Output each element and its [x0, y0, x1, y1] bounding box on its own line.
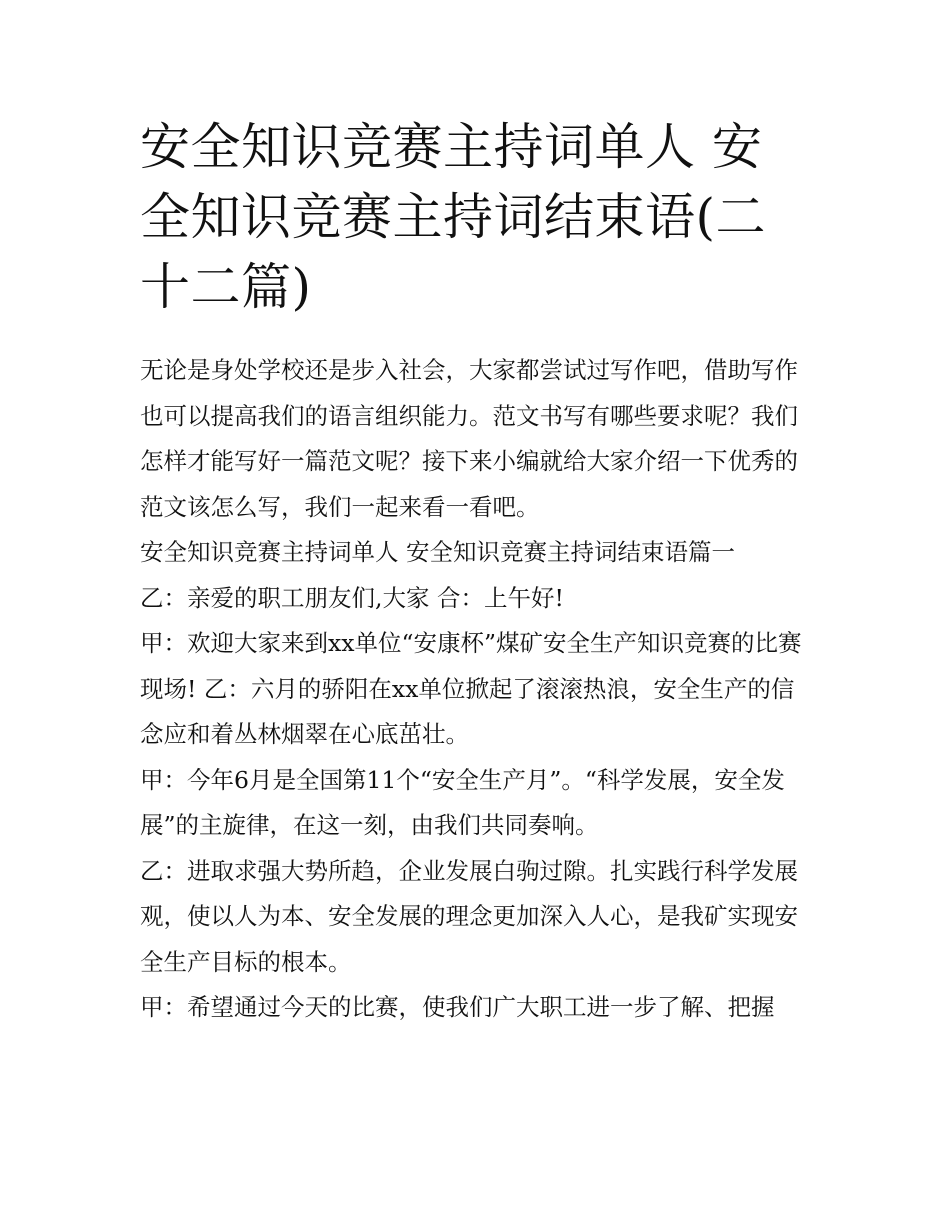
- section-heading: 安全知识竞赛主持词单人 安全知识竞赛主持词结束语篇一: [140, 538, 735, 566]
- body-paragraph: 乙：亲爱的职工朋友们,大家 合：上午好!: [140, 583, 564, 612]
- intro-paragraph: 无论是身处学校还是步入社会，大家都尝试过写作吧，借助写作也可以提高我们的语言组织能力。范文书写有哪些要求呢？我们怎样才能写好一篇范文呢？接下来小编就给大家介绍一下优秀的范文该怎么写，我们一起来看一看吧。: [140, 356, 798, 521]
- body-paragraph: 乙：进取求强大势所趋，企业发展白驹过隙。扎实践行科学发展观，使以人为本、安全发展的理念更加深入人心，是我矿实现安全生产目标的根本。: [140, 856, 798, 976]
- body-paragraph: 甲：今年6月是全国第11个“安全生产月”。“科学发展，安全发展”的主旋律，在这一刻，由我们共同奏响。: [140, 765, 785, 839]
- body-paragraph: 甲：欢迎大家来到xx单位“安康杯”煤矿安全生产知识竞赛的比赛现场! 乙：六月的骄阳在xx单位掀起了滚滚热浪，安全生产的信念应和着丛林烟翠在心底茁壮。: [140, 629, 802, 748]
- body-paragraph: 甲：希望通过今天的比赛，使我们广大职工进一步了解、把握: [140, 993, 775, 1021]
- document-title: 安全知识竞赛主持词单人 安全知识竞赛主持词结束语(二十二篇): [140, 118, 767, 316]
- document-content: [140, 112, 812, 1031]
